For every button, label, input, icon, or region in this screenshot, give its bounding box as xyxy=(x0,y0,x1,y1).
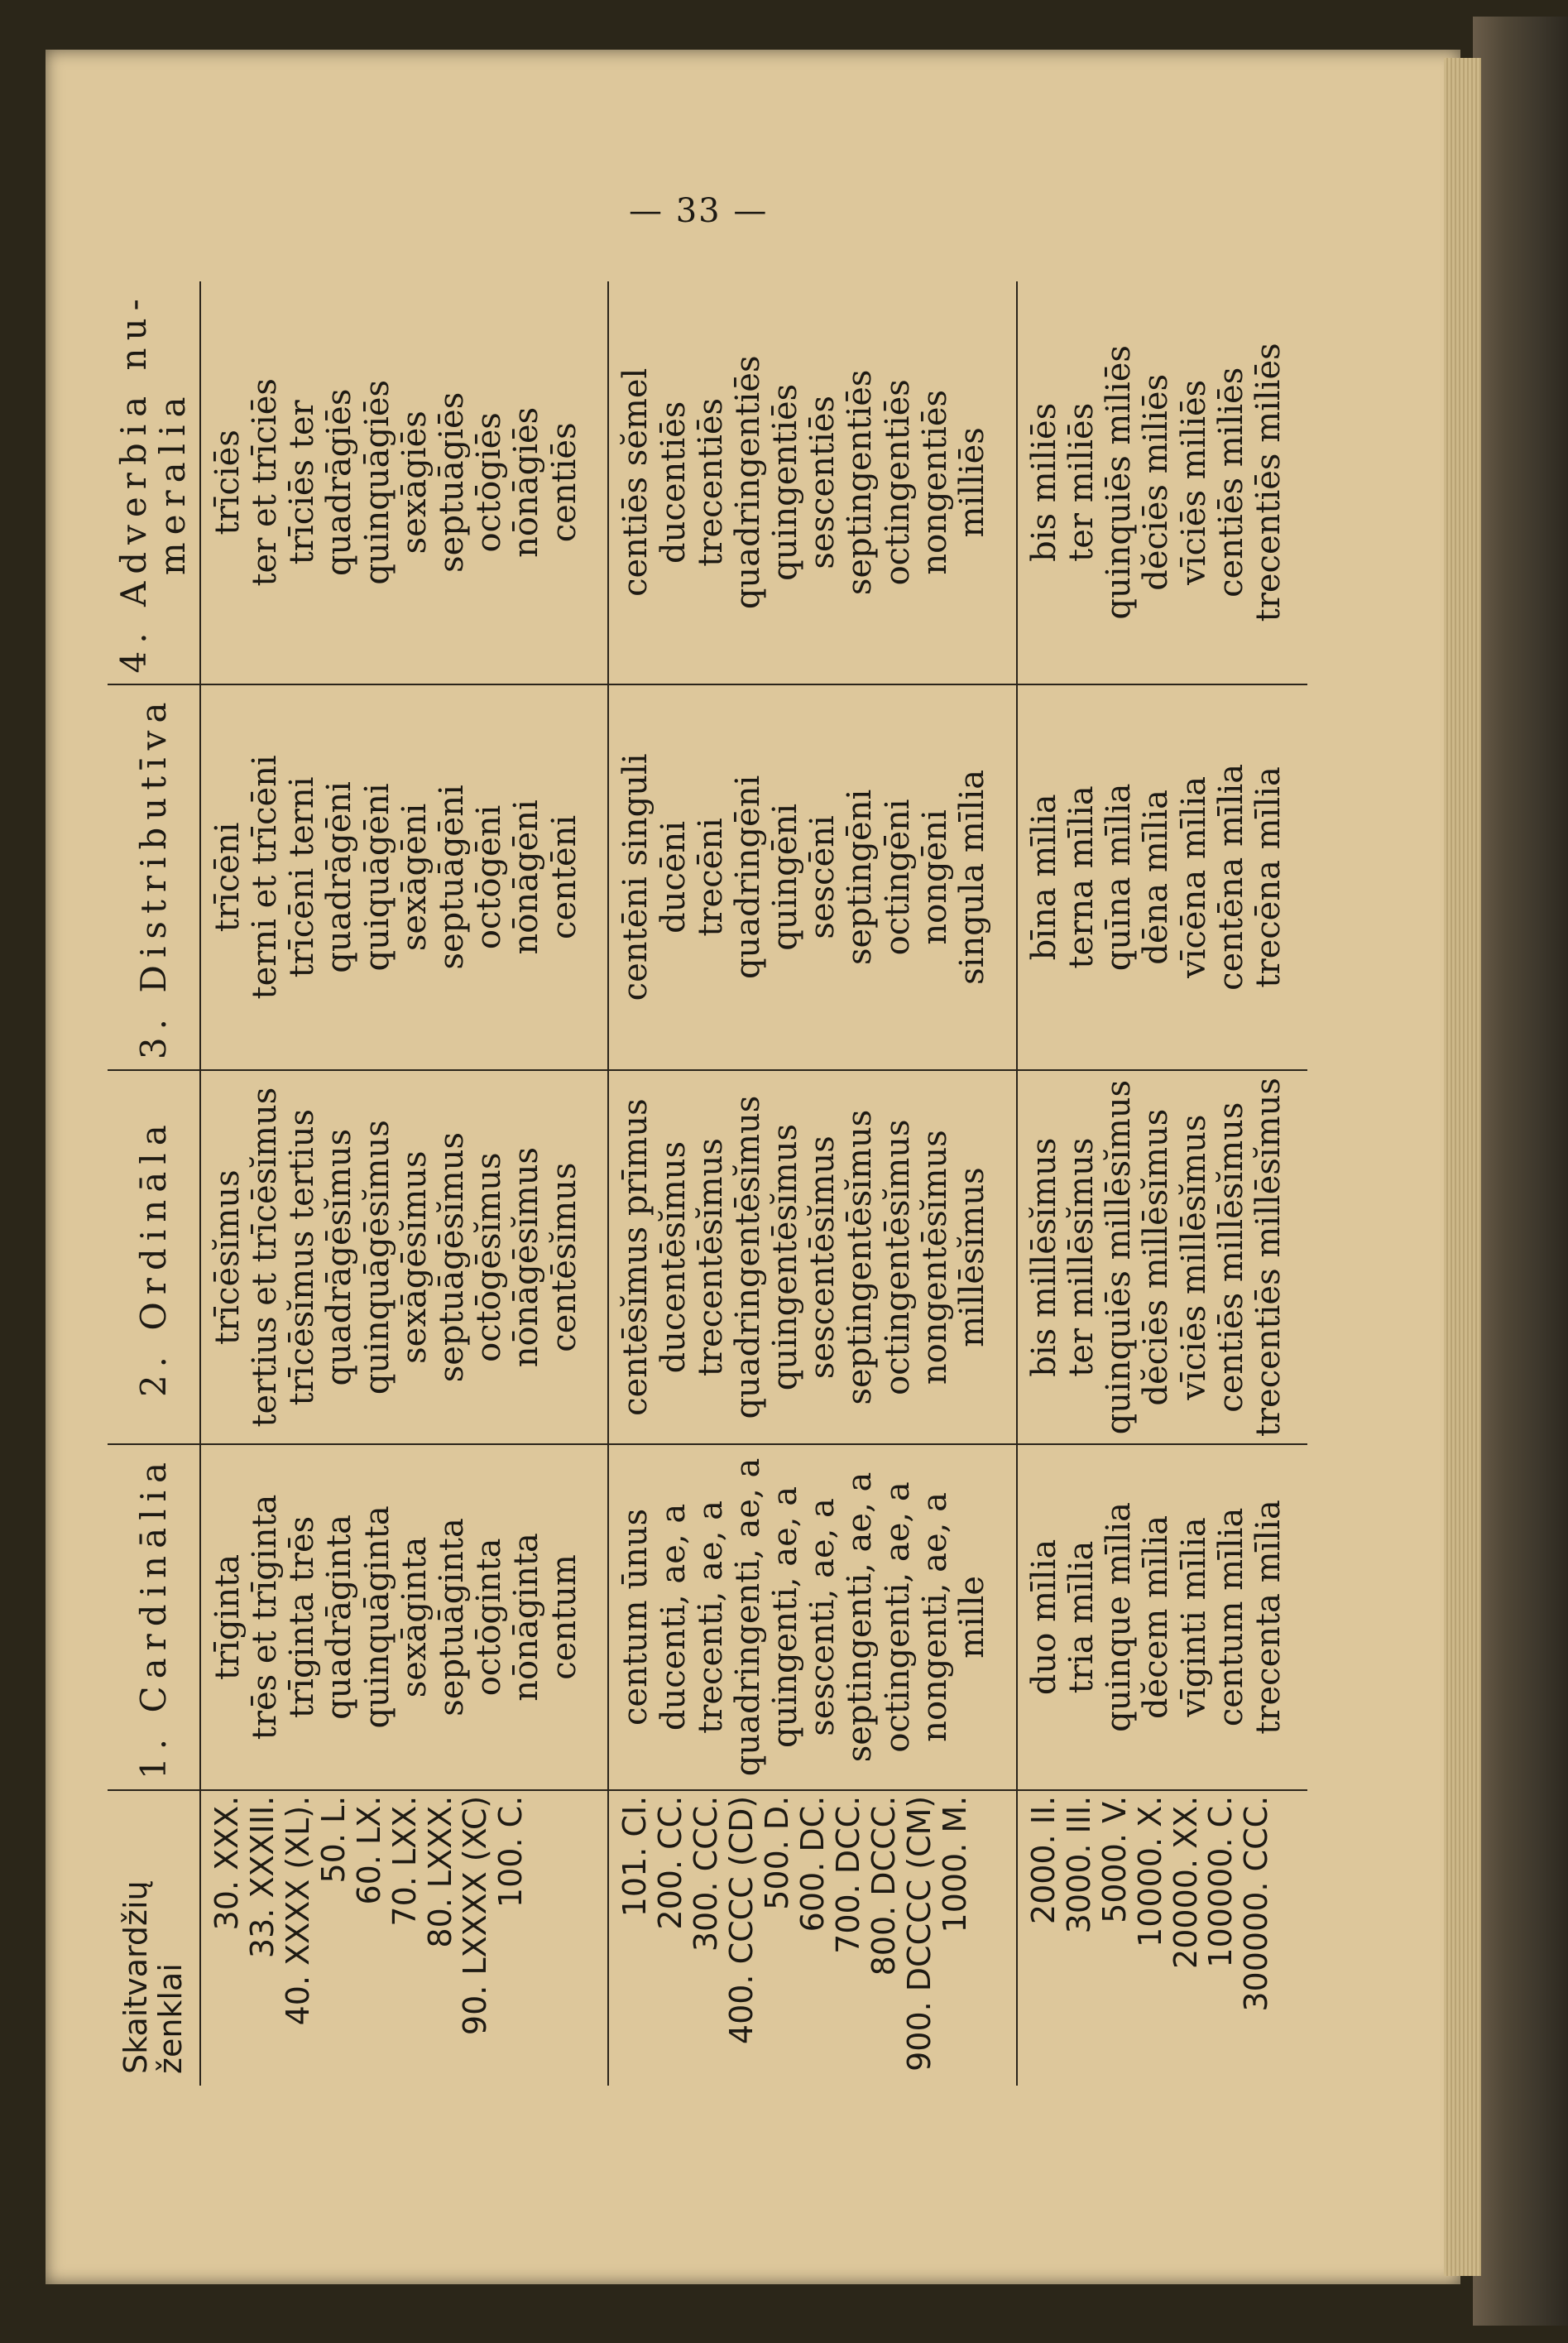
header-adverbia: 4. Adverbia nu- meralia xyxy=(108,281,200,684)
ordinalia-line: centēsĭmus xyxy=(544,1162,583,1352)
adverbia-line: trīciēs ter xyxy=(283,400,322,565)
signs-line: 10000. X. xyxy=(1131,1795,1168,1947)
distributiva-line: octingēni xyxy=(878,799,917,956)
cardinalia-line: sexāginta xyxy=(395,1536,434,1698)
signs-line: 50. L. xyxy=(314,1795,352,1884)
adverbia-line: ducentiēs xyxy=(654,401,693,564)
distributiva-line: quīna mīlia xyxy=(1100,783,1139,972)
adverbia-line: dĕciēs miliēs xyxy=(1137,373,1176,591)
cell-distributiva xyxy=(200,684,608,1071)
adverbia-line: trīciēs xyxy=(208,430,247,535)
distributiva-line: quadrāgēni xyxy=(320,781,359,973)
adverbia-line: milliēs xyxy=(953,427,992,538)
cell-adverbia xyxy=(200,281,608,684)
rotated-table-wrapper xyxy=(108,281,1307,2086)
signs-line: 40. XXXX (XL). xyxy=(279,1795,316,2026)
signs-line: 800. DCCC. xyxy=(865,1795,902,1976)
cardinalia-line: ducenti, ae, a xyxy=(654,1503,693,1731)
header-cardinalia: 1. Cardinālia xyxy=(108,1444,200,1790)
ordinalia-line: sexāgēsĭmus xyxy=(395,1150,434,1364)
adverbia-line: quingentiēs xyxy=(766,383,805,581)
cardinalia-line: trīginta trēs xyxy=(283,1515,322,1719)
cell-signs xyxy=(200,1790,608,2086)
cardinalia-line: mille xyxy=(953,1575,992,1659)
ordinalia-line: trīcēsĭmus tertius xyxy=(283,1108,322,1406)
adverbia-line: trecentiēs miliēs xyxy=(1249,343,1287,622)
cardinalia-line: vīginti mīlia xyxy=(1174,1517,1213,1717)
distributiva-line: centēna mīlia xyxy=(1211,763,1250,991)
page-edge xyxy=(1444,58,1481,2276)
ordinalia-line: trecentēsĭmus xyxy=(691,1138,730,1377)
cardinalia-line: sescenti, ae, a xyxy=(803,1498,842,1736)
ordinalia-line: trīcēsĭmus xyxy=(208,1169,247,1345)
ordinalia-line: trecentiēs millēsĭmus xyxy=(1249,1078,1287,1438)
cell-adverbia xyxy=(1017,281,1307,684)
adverbia-line: ter et trīciēs xyxy=(246,378,285,587)
header-distributiva: 3. Distributīva xyxy=(108,684,200,1071)
distributiva-line: sescēni xyxy=(803,815,842,939)
cardinalia-line: quadringenti, ae, a xyxy=(728,1457,767,1777)
cardinalia-line: octingenti, ae, a xyxy=(878,1481,917,1753)
ordinalia-line: bis millēsĭmus xyxy=(1024,1137,1063,1377)
signs-line: 600. DC. xyxy=(794,1795,832,1932)
adverbia-line: centiēs xyxy=(544,422,583,543)
header-ordinalia: 2. Ordināla xyxy=(108,1070,200,1444)
adverbia-line: quadrāgiēs xyxy=(320,388,359,576)
distributiva-line: septingēni xyxy=(841,789,880,966)
distributiva-line: ducēni xyxy=(654,820,693,934)
signs-line: 20000. XX. xyxy=(1167,1795,1204,1969)
cardinalia-line: nongenti, ae, a xyxy=(915,1492,954,1742)
cardinalia-line: trecenta mīlia xyxy=(1249,1500,1287,1735)
adverbia-line: octingentiēs xyxy=(878,379,917,586)
cell-adverbia xyxy=(608,281,1016,684)
signs-line: 700. DCC. xyxy=(829,1795,866,1954)
table-header-row xyxy=(108,281,200,2086)
signs-line: 5000. V. xyxy=(1096,1795,1133,1923)
signs-line: 30. XXX. xyxy=(208,1795,245,1931)
cell-distributiva xyxy=(1017,684,1307,1071)
cell-cardinalia xyxy=(1017,1444,1307,1790)
distributiva-line: trecēna mīlia xyxy=(1249,766,1287,988)
table-row xyxy=(608,281,1016,2086)
distributiva-line: quadringēni xyxy=(728,775,767,980)
cardinalia-line: centum mīlia xyxy=(1211,1507,1250,1727)
ordinalia-line: octōgēsĭmus xyxy=(470,1152,509,1362)
distributiva-line: nōnāgēni xyxy=(507,799,546,955)
adverbia-line: quadringentiēs xyxy=(728,355,767,610)
adverbia-line: nongentiēs xyxy=(915,389,954,575)
cardinalia-line: quinquāginta xyxy=(357,1505,396,1729)
ordinalia-line: sescentēsĭmus xyxy=(803,1135,842,1380)
signs-line: 900. DCCCC (CM) xyxy=(900,1795,937,2072)
distributiva-line: nongēni xyxy=(915,809,954,945)
distributiva-line: trīcēni xyxy=(208,822,247,933)
adverbia-line: centiēs miliēs xyxy=(1211,367,1250,598)
distributiva-line: trecēni xyxy=(691,818,730,937)
signs-line: 300. CCC. xyxy=(688,1795,725,1952)
signs-line: 300000. CCC. xyxy=(1238,1795,1275,2012)
adverbia-line: septingentiēs xyxy=(841,369,880,596)
signs-line: 3000. III. xyxy=(1060,1795,1097,1934)
ordinalia-line: quingentēsĭmus xyxy=(766,1124,805,1391)
adverbia-line: vīciēs miliēs xyxy=(1174,379,1213,585)
cell-cardinalia xyxy=(200,1444,608,1790)
signs-line: 80. LXXX. xyxy=(421,1795,458,1948)
cell-ordinalia xyxy=(608,1070,1016,1444)
ordinalia-line: quinquāgēsĭmus xyxy=(357,1120,396,1395)
distributiva-line: quiquāgēni xyxy=(357,783,396,972)
ordinalia-line: ter millēsĭmus xyxy=(1062,1137,1100,1377)
signs-line: 101. CI. xyxy=(616,1795,654,1918)
cardinalia-line: septuāginta xyxy=(433,1518,472,1716)
ordinalia-line: ducentēsĭmus xyxy=(654,1140,693,1374)
cardinalia-line: quingenti, ae, a xyxy=(766,1486,805,1748)
signs-line: 500. D. xyxy=(759,1795,796,1910)
distributiva-line: septuāgēni xyxy=(433,785,472,970)
cell-signs xyxy=(608,1790,1016,2086)
page-number: — 33 — xyxy=(629,192,769,230)
cardinalia-line: nōnāginta xyxy=(507,1533,546,1702)
cell-signs xyxy=(1017,1790,1307,2086)
adverbia-line: nōnāgiēs xyxy=(507,406,546,558)
distributiva-line: centēni xyxy=(544,814,583,939)
cardinalia-line: quadrāginta xyxy=(320,1515,359,1720)
cell-distributiva xyxy=(608,684,1016,1071)
ordinalia-line: vīciēs millēsĭmus xyxy=(1174,1114,1213,1400)
distributiva-line: vīcēna mīlia xyxy=(1174,775,1213,978)
ordinalia-line: quadrāgēsĭmus xyxy=(320,1128,359,1386)
adverbia-line: ter miliēs xyxy=(1062,402,1100,562)
adverbia-line: sescentiēs xyxy=(803,395,842,569)
cell-cardinalia xyxy=(608,1444,1016,1790)
cardinalia-line: trēs et trīginta xyxy=(246,1494,285,1740)
cardinalia-line: tria mīlia xyxy=(1062,1540,1100,1694)
distributiva-line: dēna mīlia xyxy=(1137,790,1176,965)
ordinalia-line: dĕciēs millēsĭmus xyxy=(1137,1108,1176,1406)
cell-ordinalia xyxy=(1017,1070,1307,1444)
adverbia-line: septuāgiēs xyxy=(433,391,472,573)
signs-line: 60. LX. xyxy=(350,1795,387,1905)
numerals-table xyxy=(108,281,1307,2086)
distributiva-line: quingēni xyxy=(766,804,805,951)
adverbia-line: bis miliēs xyxy=(1024,402,1063,562)
adverbia-line: quinquiēs miliēs xyxy=(1100,345,1139,620)
signs-line: 200. CC. xyxy=(652,1795,689,1930)
ordinalia-line: quinquiēs millēsĭmus xyxy=(1100,1079,1139,1435)
table-row xyxy=(1017,281,1307,2086)
cardinalia-line: trecenti, ae, a xyxy=(691,1500,730,1734)
adverbia-line: sexāgiēs xyxy=(395,411,434,555)
distributiva-line: terna mīlia xyxy=(1062,785,1100,969)
ordinalia-line: centēsĭmus prīmus xyxy=(616,1098,655,1416)
adverbia-line: octōgiēs xyxy=(470,412,509,553)
ordinalia-line: millēsĭmus xyxy=(953,1167,992,1347)
signs-line: 400. CCCC (CD) xyxy=(723,1795,760,2045)
adverbia-line: quinquāgiēs xyxy=(357,379,396,585)
distributiva-line: singula mīlia xyxy=(953,769,992,985)
ordinalia-line: centiēs millēsĭmus xyxy=(1211,1102,1250,1413)
ordinalia-line: nōnāgēsĭmus xyxy=(507,1147,546,1368)
distributiva-line: bīna mīlia xyxy=(1024,794,1063,961)
ordinalia-line: nongentēsĭmus xyxy=(915,1130,954,1385)
cardinalia-line: quinque mīlia xyxy=(1100,1502,1139,1732)
distributiva-line: terni et trīcēni xyxy=(246,755,285,1000)
cardinalia-line: octōginta xyxy=(470,1538,509,1697)
cardinalia-line: dĕcem mīlia xyxy=(1137,1515,1176,1720)
cardinalia-line: septingenti, ae, a xyxy=(841,1472,880,1763)
signs-line: 33. XXXIII. xyxy=(243,1795,281,1959)
cardinalia-line: centum xyxy=(544,1554,583,1680)
ordinalia-line: quadringentēsĭmus xyxy=(728,1095,767,1419)
ordinalia-line: septingentēsĭmus xyxy=(841,1109,880,1405)
distributiva-line: centēni singuli xyxy=(616,753,655,1001)
adverbia-line: centiēs sĕmel xyxy=(616,367,655,597)
distributiva-line: trīcēni terni xyxy=(283,776,322,978)
cardinalia-line: duo mīlia xyxy=(1024,1539,1063,1696)
cardinalia-line: centum ūnus xyxy=(616,1508,655,1726)
signs-line: 70. LXX. xyxy=(386,1795,423,1927)
signs-line: 1000. M. xyxy=(936,1795,973,1933)
signs-line: 90. LXXXX (XC) xyxy=(457,1795,494,2036)
book-spine xyxy=(1473,17,1568,2326)
distributiva-line: sexāgēni xyxy=(395,803,434,952)
signs-line: 100000. C. xyxy=(1202,1795,1240,1968)
signs-line: 2000. II. xyxy=(1024,1795,1062,1925)
ordinalia-line: octingentēsĭmus xyxy=(878,1119,917,1395)
cell-ordinalia xyxy=(200,1070,608,1444)
table-body xyxy=(200,281,1307,2086)
adverbia-line: trecentiēs xyxy=(691,397,730,567)
cardinalia-line: trīginta xyxy=(208,1553,247,1680)
header-signs: Skaitvardžių ženklai xyxy=(108,1790,200,2086)
signs-line: 100. C. xyxy=(492,1795,530,1908)
ordinalia-line: septuāgēsĭmus xyxy=(433,1131,472,1383)
ordinalia-line: tertius et trīcēsĭmus xyxy=(246,1087,285,1428)
distributiva-line: octōgēni xyxy=(470,804,509,950)
table-row xyxy=(200,281,608,2086)
